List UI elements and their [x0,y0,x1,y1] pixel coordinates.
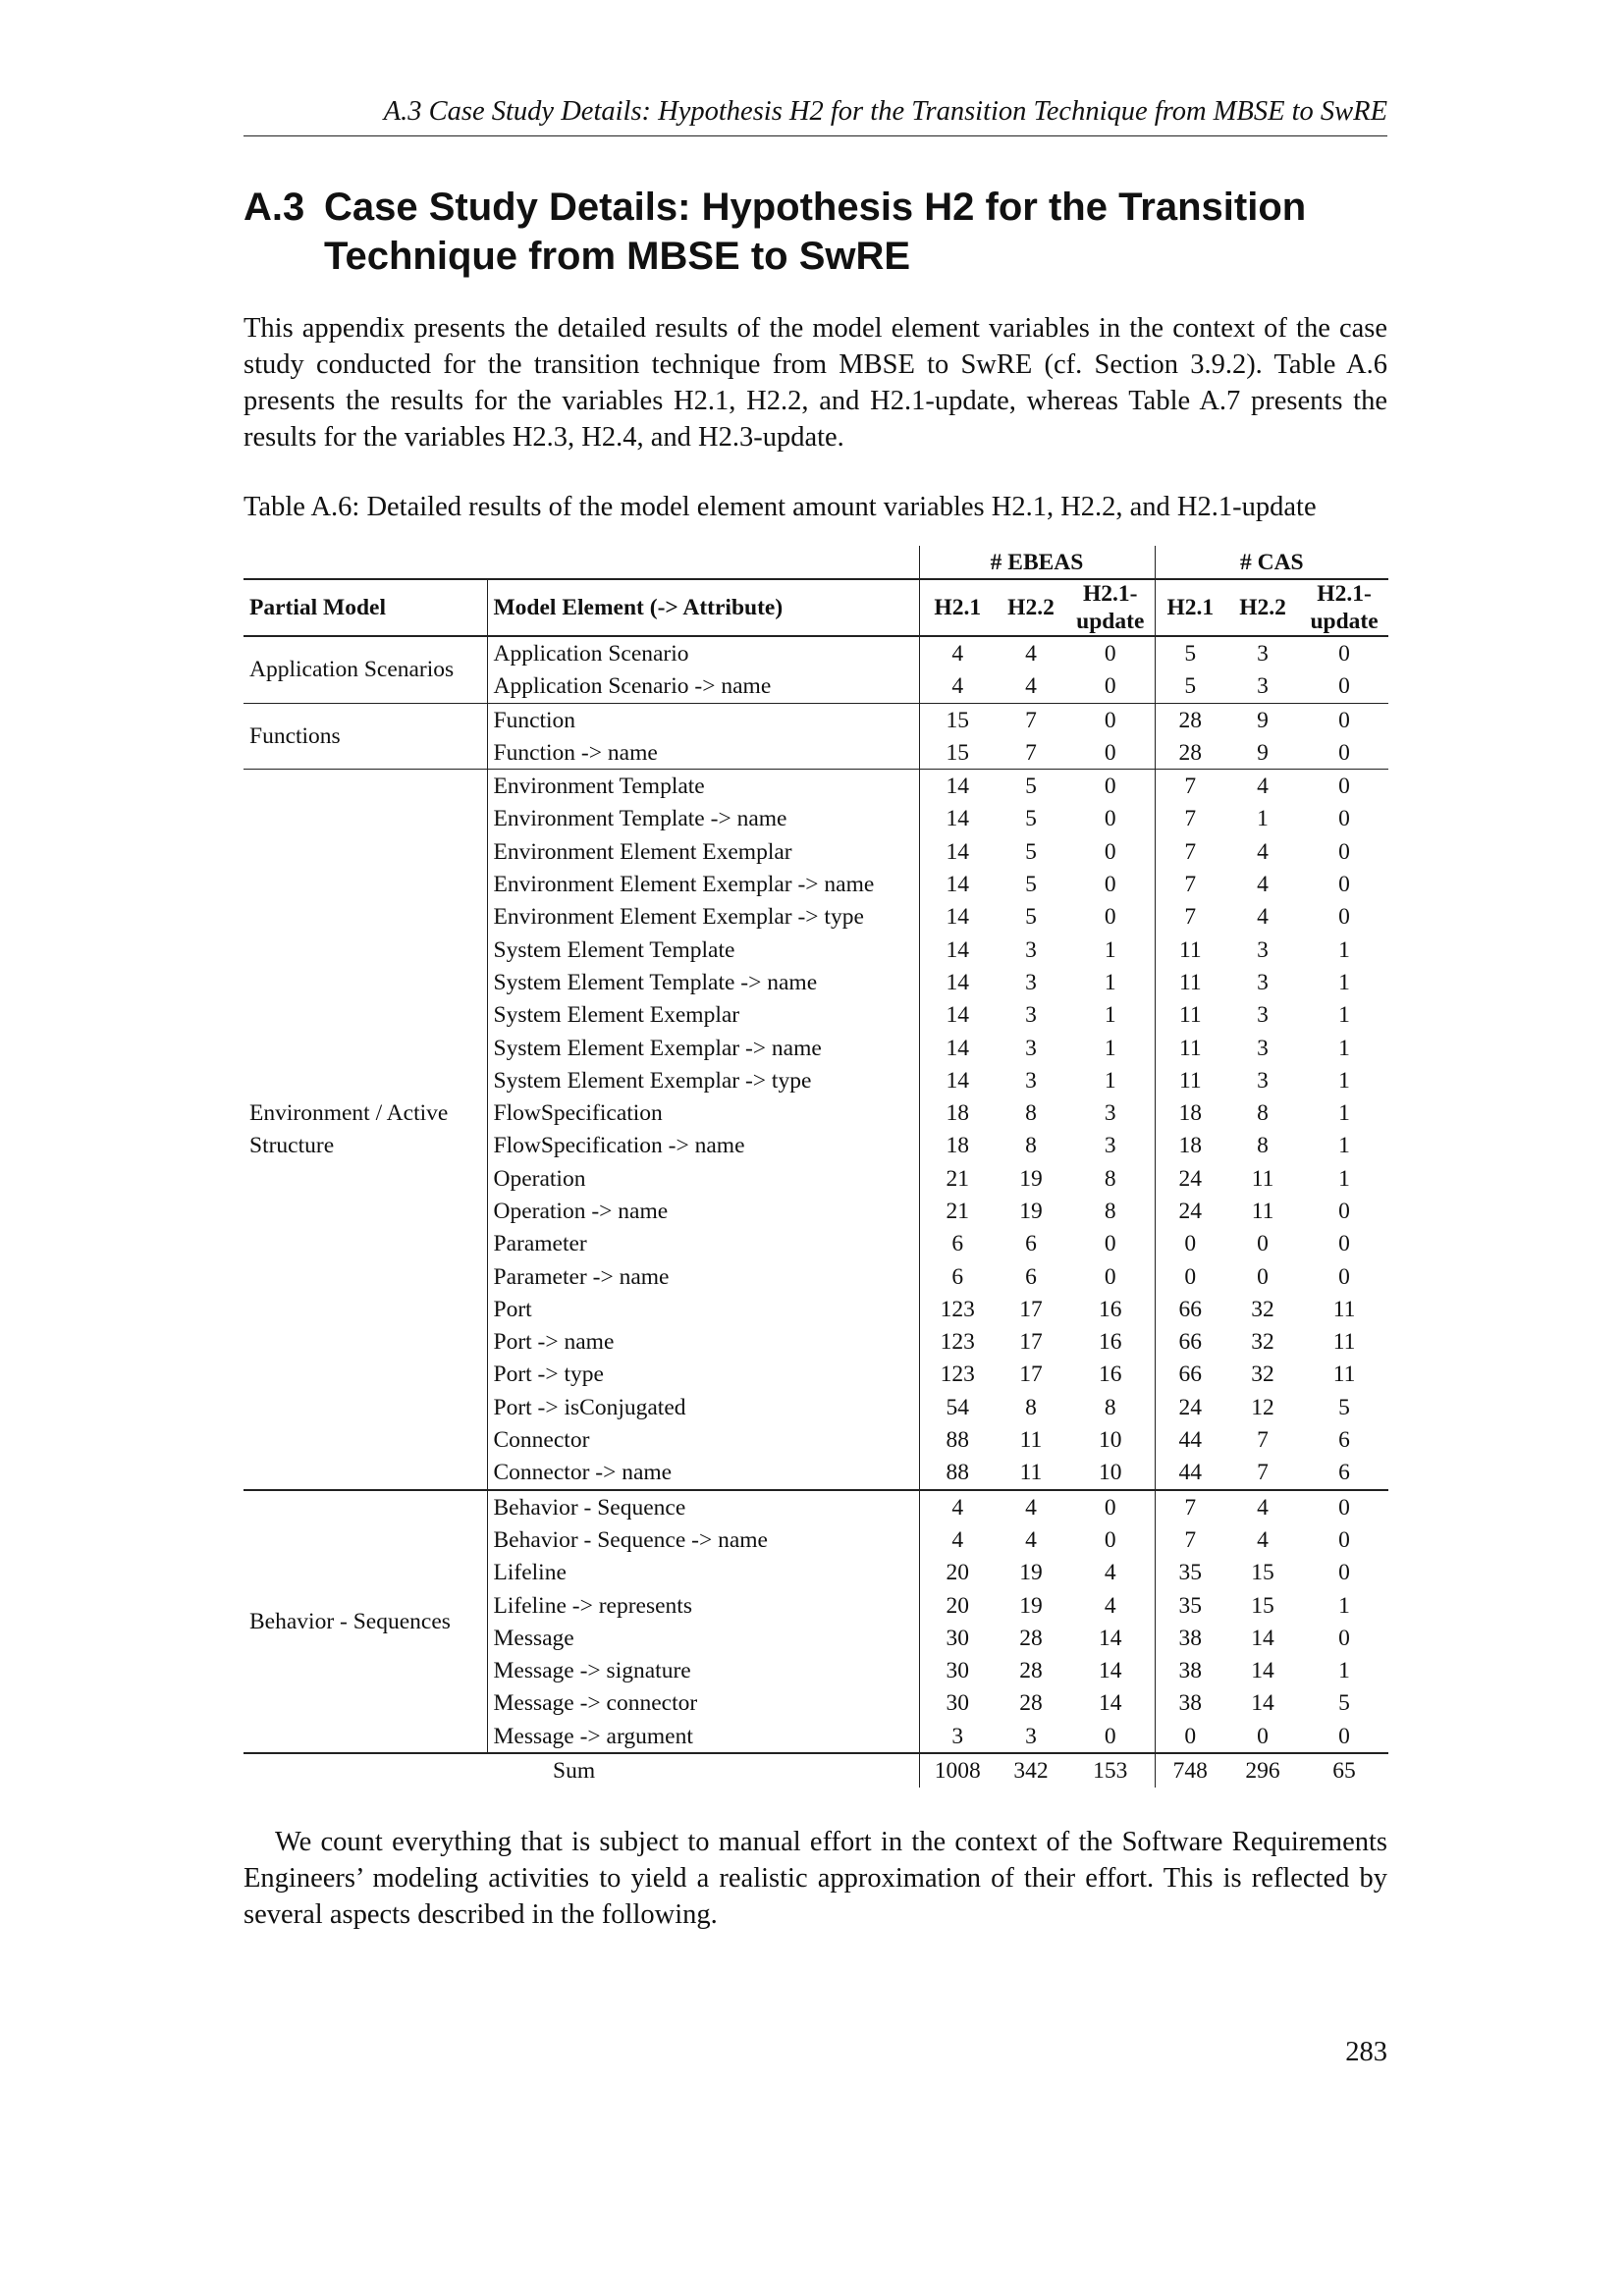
cas-value-cell: 5 [1155,670,1225,704]
model-element-cell: Function -> name [487,736,919,770]
model-element-cell: Parameter -> name [487,1260,919,1293]
model-element-cell: Function [487,703,919,736]
cas-value-cell: 15 [1251,1560,1274,1586]
cas-value-cell: 0 [1338,806,1350,832]
cas-value-cell: 0 [1338,739,1350,766]
sum-ebeas-value: 153 [1066,1753,1155,1787]
running-header: A.3 Case Study Details: Hypothesis H2 for the Transition Technique from MBSE to SwRE [383,96,1387,127]
ebeas-value-cell: 18 [919,1130,996,1162]
ebeas-value-cell: 0 [1104,1526,1116,1553]
ebeas-value-cell: 20 [919,1557,996,1589]
ebeas-value-cell: 16 [1099,1362,1122,1388]
cas-value-cell: 11 [1155,966,1225,998]
cas-value-cell: 4 [1257,872,1269,898]
ebeas-value-cell: 20 [919,1589,996,1622]
ebeas-value-cell: 6 [919,1260,996,1293]
ebeas-value-cell: 6 [1025,1231,1037,1257]
group-header-cas: # CAS [1155,546,1388,579]
partial-model-cell: Behavior - Sequences [244,1490,487,1753]
cas-value-cell: 11 [1332,1296,1356,1322]
model-element-cell: Parameter [487,1228,919,1260]
model-element-cell: Message -> signature [487,1655,919,1687]
cas-value-cell: 32 [1251,1296,1274,1322]
cas-value-cell: 18 [1155,1096,1225,1129]
cas-value-cell: 32 [1251,1329,1274,1356]
ebeas-value-cell: 0 [1104,673,1116,700]
cas-value-cell: 24 [1155,1391,1225,1423]
cas-value-cell: 1 [1338,1165,1350,1192]
model-element-cell: Port [487,1293,919,1325]
ebeas-value-cell: 4 [1104,1560,1116,1586]
cas-value-cell: 5 [1155,636,1225,669]
model-element-cell: Message -> argument [487,1720,919,1753]
model-element-cell: Lifeline -> represents [487,1589,919,1622]
ebeas-value-cell: 3 [1025,1067,1037,1094]
ebeas-value-cell: 8 [1104,1198,1116,1224]
cas-value-cell: 11 [1155,1032,1225,1064]
cas-value-cell: 0 [1300,703,1388,736]
column-header-row [244,579,1388,636]
cas-value-cell: 7 [1257,1460,1269,1486]
model-element-cell: Message -> connector [487,1687,919,1720]
ebeas-value-cell: 30 [919,1655,996,1687]
cas-value-cell: 6 [1338,1427,1350,1454]
ebeas-value-cell: 28 [1019,1658,1043,1684]
cas-value-cell: 3 [1257,936,1269,963]
col-header-ebeas-h21: H2.1 [919,579,996,636]
cas-value-cell: 1 [1338,1067,1350,1094]
cas-value-cell: 0 [1338,1231,1350,1257]
partial-model-cell: Environment / Active Structure [244,770,487,1490]
cas-value-cell: 0 [1338,904,1350,931]
ebeas-value-cell: 3 [1025,936,1037,963]
cas-value-cell: 1 [1338,969,1350,995]
ebeas-value-cell: 14 [919,901,996,934]
ebeas-value-cell: 54 [919,1391,996,1423]
ebeas-value-cell: 21 [919,1195,996,1227]
ebeas-value-cell: 7 [1025,739,1037,766]
cas-value-cell: 7 [1155,835,1225,868]
col-header-ebeas-h22: H2.2 [996,579,1066,636]
ebeas-value-cell: 14 [919,803,996,835]
ebeas-value-cell: 18 [919,1096,996,1129]
ebeas-value-cell: 15 [919,736,996,770]
cas-value-cell: 6 [1338,1460,1350,1486]
cas-value-cell: 7 [1155,803,1225,835]
col-header-model-element: Model Element (-> Attribute) [487,579,919,636]
ebeas-value-cell: 4 [996,636,1066,669]
ebeas-value-cell: 14 [919,770,996,803]
ebeas-value-cell: 6 [1025,1263,1037,1290]
ebeas-value-cell: 0 [1104,1231,1116,1257]
model-element-cell: Port -> name [487,1326,919,1359]
ebeas-value-cell: 17 [1019,1296,1043,1322]
table-caption: Table A.6: Detailed results of the model element amount variables H2.1, H2.2, and H2.1-update [244,492,1317,522]
sum-row [244,1753,1388,1787]
cas-value-cell: 4 [1257,904,1269,931]
cas-value-cell: 0 [1257,1231,1269,1257]
ebeas-value-cell: 14 [919,868,996,900]
ebeas-value-cell: 14 [919,999,996,1032]
cas-value-cell: 11 [1332,1362,1356,1388]
model-element-cell: System Element Template -> name [487,966,919,998]
closing-paragraph: We count everything that is subject to manual effort in the context of the Software Requirements Engineers’ modeling activities to yield a realistic approximation of their effort. This is reflected by several aspects described in the following. [244,1827,1387,1930]
sum-ebeas-value: 1008 [919,1753,996,1787]
cas-value-cell: 7 [1155,1523,1225,1556]
cas-value-cell: 35 [1155,1589,1225,1622]
cas-value-cell: 11 [1251,1165,1274,1192]
cas-value-cell: 1 [1338,1035,1350,1061]
ebeas-value-cell: 3 [919,1720,996,1753]
model-element-cell: Behavior - Sequence [487,1490,919,1523]
cas-value-cell: 4 [1225,770,1300,803]
ebeas-value-cell: 11 [1019,1460,1043,1486]
model-element-cell: Environment Template [487,770,919,803]
ebeas-value-cell: 1 [1104,1002,1116,1029]
cas-value-cell: 24 [1155,1195,1225,1227]
cas-value-cell: 0 [1300,1490,1388,1523]
ebeas-value-cell: 21 [919,1162,996,1195]
cas-value-cell: 3 [1257,1002,1269,1029]
ebeas-value-cell: 0 [1066,703,1155,736]
col-header-cas-h22: H2.2 [1225,579,1300,636]
cas-value-cell: 0 [1338,1723,1350,1749]
cas-value-cell: 66 [1155,1293,1225,1325]
model-element-cell: Connector [487,1423,919,1456]
cas-value-cell: 3 [1257,1035,1269,1061]
ebeas-value-cell: 8 [1025,1394,1037,1420]
cas-value-cell: 7 [1257,1427,1269,1454]
cas-value-cell: 1 [1257,806,1269,832]
ebeas-value-cell: 17 [1019,1362,1043,1388]
ebeas-value-cell: 123 [919,1326,996,1359]
cas-value-cell: 3 [1257,1067,1269,1094]
cas-value-cell: 38 [1155,1622,1225,1654]
model-element-cell: Application Scenario [487,636,919,669]
cas-value-cell: 8 [1257,1100,1269,1127]
col-header-cas-h21: H2.1 [1155,579,1225,636]
ebeas-value-cell: 14 [919,966,996,998]
model-element-cell: Port -> isConjugated [487,1391,919,1423]
cas-value-cell: 38 [1155,1687,1225,1720]
cas-value-cell: 1 [1338,1133,1350,1159]
ebeas-value-cell: 10 [1099,1427,1122,1454]
group-header-ebeas: # EBEAS [919,546,1155,579]
ebeas-value-cell: 16 [1099,1329,1122,1356]
cas-value-cell: 4 [1257,838,1269,865]
sum-cas-value: 748 [1155,1753,1225,1787]
cas-value-cell: 11 [1155,1064,1225,1096]
ebeas-value-cell: 15 [919,703,996,736]
ebeas-value-cell: 6 [919,1228,996,1260]
cas-value-cell: 0 [1257,1263,1269,1290]
cas-value-cell: 44 [1155,1423,1225,1456]
ebeas-value-cell: 14 [919,1032,996,1064]
ebeas-value-cell: 3 [1104,1133,1116,1159]
ebeas-value-cell: 0 [1104,904,1116,931]
cas-value-cell: 5 [1338,1690,1350,1717]
cas-value-cell: 7 [1155,1490,1225,1523]
model-element-cell: Port -> type [487,1359,919,1391]
cas-value-cell: 7 [1155,868,1225,900]
ebeas-value-cell: 8 [1104,1394,1116,1420]
header-rule [244,135,1387,136]
model-element-cell: Message [487,1622,919,1654]
cas-value-cell: 35 [1155,1557,1225,1589]
ebeas-value-cell: 17 [1019,1329,1043,1356]
ebeas-value-cell: 28 [1019,1625,1043,1651]
col-header-ebeas-h21-update: H2.1-update [1066,579,1155,636]
cas-value-cell: 0 [1257,1723,1269,1749]
ebeas-value-cell: 11 [1019,1427,1043,1454]
ebeas-value-cell: 7 [996,703,1066,736]
cas-value-cell: 44 [1155,1457,1225,1490]
ebeas-value-cell: 14 [919,934,996,966]
partial-model-cell: Application Scenarios [244,636,487,703]
ebeas-value-cell: 19 [1019,1592,1043,1619]
cas-value-cell: 0 [1338,1198,1350,1224]
ebeas-value-cell: 1 [1104,1035,1116,1061]
cas-value-cell: 11 [1332,1329,1356,1356]
ebeas-value-cell: 1 [1104,969,1116,995]
cas-value-cell: 3 [1257,673,1269,700]
ebeas-value-cell: 19 [1019,1165,1043,1192]
model-element-cell: Behavior - Sequence -> name [487,1523,919,1556]
ebeas-value-cell: 4 [1025,1526,1037,1553]
ebeas-value-cell: 14 [919,835,996,868]
cas-value-cell: 0 [1155,1720,1225,1753]
cas-value-cell: 14 [1251,1690,1274,1717]
table-row [244,636,1388,669]
cas-value-cell: 7 [1155,770,1225,803]
results-table [244,546,1388,1788]
model-element-cell: Environment Template -> name [487,803,919,835]
model-element-cell: FlowSpecification -> name [487,1130,919,1162]
cas-value-cell: 3 [1257,969,1269,995]
ebeas-value-cell: 0 [1104,739,1116,766]
cas-value-cell: 28 [1155,736,1225,770]
sum-ebeas-value: 342 [996,1753,1066,1787]
cas-value-cell: 15 [1251,1592,1274,1619]
ebeas-value-cell: 30 [919,1622,996,1654]
cas-value-cell: 7 [1155,901,1225,934]
model-element-cell: FlowSpecification [487,1096,919,1129]
ebeas-value-cell: 3 [1104,1100,1116,1127]
cas-value-cell: 3 [1225,636,1300,669]
model-element-cell: System Element Exemplar -> type [487,1064,919,1096]
page-number: 283 [1345,2037,1387,2067]
cas-value-cell: 0 [1338,872,1350,898]
table-row [244,770,1388,803]
cas-value-cell: 66 [1155,1326,1225,1359]
ebeas-value-cell: 0 [1104,1723,1116,1749]
ebeas-value-cell: 5 [996,770,1066,803]
cas-value-cell: 11 [1155,934,1225,966]
cas-value-cell: 0 [1300,636,1388,669]
model-element-cell: Application Scenario -> name [487,670,919,704]
cas-value-cell: 12 [1251,1394,1274,1420]
cas-value-cell: 5 [1338,1394,1350,1420]
cas-value-cell: 0 [1338,1263,1350,1290]
model-element-cell: Operation -> name [487,1195,919,1227]
sum-cas-value: 296 [1225,1753,1300,1787]
cas-value-cell: 9 [1225,703,1300,736]
model-element-cell: System Element Template [487,934,919,966]
ebeas-value-cell: 0 [1104,1263,1116,1290]
ebeas-value-cell: 5 [1025,806,1037,832]
ebeas-value-cell: 0 [1066,1490,1155,1523]
cas-value-cell: 1 [1338,1100,1350,1127]
cas-value-cell: 0 [1338,673,1350,700]
col-header-cas-h21-update: H2.1-update [1300,579,1388,636]
cas-value-cell: 28 [1155,703,1225,736]
cas-value-cell: 18 [1155,1130,1225,1162]
ebeas-value-cell: 8 [1025,1100,1037,1127]
cas-value-cell: 0 [1338,1526,1350,1553]
ebeas-value-cell: 28 [1019,1690,1043,1717]
ebeas-value-cell: 4 [996,1490,1066,1523]
group-header-row [244,546,1388,579]
ebeas-value-cell: 5 [1025,872,1037,898]
ebeas-value-cell: 19 [1019,1198,1043,1224]
ebeas-value-cell: 14 [1099,1658,1122,1684]
cas-value-cell: 38 [1155,1655,1225,1687]
ebeas-value-cell: 4 [1104,1592,1116,1619]
ebeas-value-cell: 3 [1025,1723,1037,1749]
model-element-cell: System Element Exemplar -> name [487,1032,919,1064]
cas-value-cell: 14 [1251,1625,1274,1651]
cas-value-cell: 0 [1338,1625,1350,1651]
cas-value-cell: 0 [1155,1260,1225,1293]
ebeas-value-cell: 10 [1099,1460,1122,1486]
cas-value-cell: 0 [1338,838,1350,865]
ebeas-value-cell: 14 [1099,1690,1122,1717]
cas-value-cell: 0 [1300,770,1388,803]
table-row [244,703,1388,736]
cas-value-cell: 11 [1155,999,1225,1032]
table-body [244,636,1388,1787]
ebeas-value-cell: 14 [1099,1625,1122,1651]
ebeas-value-cell: 123 [919,1359,996,1391]
partial-model-cell: Functions [244,703,487,770]
ebeas-value-cell: 30 [919,1687,996,1720]
cas-value-cell: 11 [1251,1198,1274,1224]
ebeas-value-cell: 19 [1019,1560,1043,1586]
model-element-cell: Connector -> name [487,1457,919,1490]
model-element-cell: Lifeline [487,1557,919,1589]
ebeas-value-cell: 3 [1025,969,1037,995]
ebeas-value-cell: 1 [1104,1067,1116,1094]
ebeas-value-cell: 4 [1025,673,1037,700]
section-number: A.3 [244,186,305,229]
cas-value-cell: 1 [1338,936,1350,963]
cas-value-cell: 32 [1251,1362,1274,1388]
ebeas-value-cell: 5 [1025,838,1037,865]
model-element-cell: Environment Element Exemplar -> type [487,901,919,934]
cas-value-cell: 1 [1338,1002,1350,1029]
cas-value-cell: 0 [1155,1228,1225,1260]
ebeas-value-cell: 0 [1066,636,1155,669]
cas-value-cell: 8 [1257,1133,1269,1159]
intro-paragraph: This appendix presents the detailed results of the model element variables in the context of the case study conducted for the transition technique from MBSE to SwRE (cf. Section 3.9.2). Table A.6 presents the results for the variables H2.1, H2.2, and H2.1-update, whereas Table A.7 presents the results for the variables H2.3, H2.4, and H2.3-update. [244,313,1387,453]
model-element-cell: Operation [487,1162,919,1195]
cas-value-cell: 4 [1257,1526,1269,1553]
ebeas-value-cell: 88 [919,1457,996,1490]
ebeas-value-cell: 14 [919,1064,996,1096]
ebeas-value-cell: 5 [1025,904,1037,931]
ebeas-value-cell: 0 [1104,872,1116,898]
table-row [244,1490,1388,1523]
cas-value-cell: 0 [1338,1560,1350,1586]
col-header-partial-model: Partial Model [244,579,487,636]
cas-value-cell: 1 [1338,1658,1350,1684]
ebeas-value-cell: 3 [1025,1035,1037,1061]
model-element-cell: System Element Exemplar [487,999,919,1032]
ebeas-value-cell: 16 [1099,1296,1122,1322]
ebeas-value-cell: 4 [919,636,996,669]
ebeas-value-cell: 4 [919,1523,996,1556]
cas-value-cell: 14 [1251,1658,1274,1684]
model-element-cell: Environment Element Exemplar -> name [487,868,919,900]
ebeas-value-cell: 0 [1104,838,1116,865]
ebeas-value-cell: 3 [1025,1002,1037,1029]
cas-value-cell: 9 [1257,739,1269,766]
cas-value-cell: 4 [1225,1490,1300,1523]
ebeas-value-cell: 88 [919,1423,996,1456]
sum-cas-value: 65 [1300,1753,1388,1787]
cas-value-cell: 66 [1155,1359,1225,1391]
cas-value-cell: 1 [1338,1592,1350,1619]
ebeas-value-cell: 123 [919,1293,996,1325]
ebeas-value-cell: 4 [919,1490,996,1523]
ebeas-value-cell: 8 [1104,1165,1116,1192]
ebeas-value-cell: 1 [1104,936,1116,963]
sum-label: Sum [244,1753,919,1787]
cas-value-cell: 24 [1155,1162,1225,1195]
model-element-cell: Environment Element Exemplar [487,835,919,868]
ebeas-value-cell: 8 [1025,1133,1037,1159]
section-title: Case Study Details: Hypothesis H2 for the Transition Technique from MBSE to SwRE [324,186,1307,278]
ebeas-value-cell: 4 [919,670,996,704]
ebeas-value-cell: 0 [1104,806,1116,832]
ebeas-value-cell: 0 [1066,770,1155,803]
